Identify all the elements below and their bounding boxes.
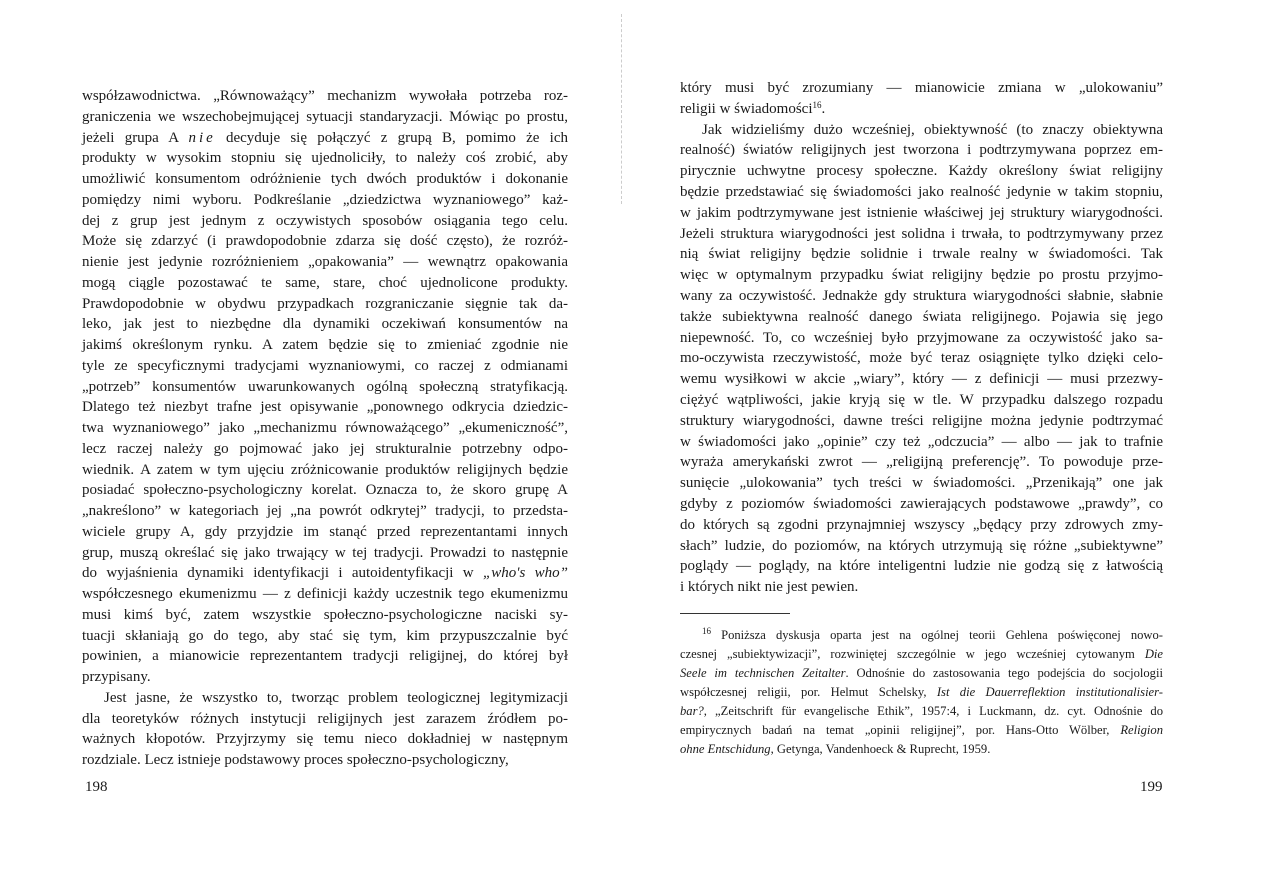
text-line: ważnych kłopotów. Przyjrzymy się temu nieco dokładniej w następnym: [82, 731, 568, 748]
text-line: rozdziale. Lecz istnieje podstawowy proces społeczno-psychologiczny,: [82, 752, 509, 768]
text-line: i których nikt nie jest pewien.: [680, 579, 859, 596]
text-segment: .: [821, 100, 826, 117]
text-line: wiciele grupy A, gdy przyjdzie im stanąć przed reprezentantami innych: [82, 523, 568, 540]
text-segment: Seele im technischen Zeitalter: [680, 666, 846, 680]
footnote: [680, 626, 1163, 759]
text-line: ciężyć wątpliwości, jakie kryją się w tle. W przypadku dalszego rozpadu: [680, 391, 1163, 408]
text-line: współzawodnictwa. „Równoważący” mechanizm wywołała potrzeba roz-: [82, 88, 568, 104]
page-number-left: 198: [85, 779, 108, 795]
text-line: niepewność. To, co wcześniej było przyjmowane za oczywistość jako sa-: [680, 329, 1163, 346]
text-line: musi kimś być, zatem wszystkie społeczno-psychologiczne naciski sy-: [82, 606, 568, 623]
text-segment: empirycznych badań na temat „opinii religijnej”, por. Hans-Otto Wölber,: [680, 723, 1121, 737]
text-line: jakimś określonym rynku. A zatem będzie się to zmieniać zgodnie nie: [82, 337, 568, 353]
text-line: [680, 626, 1163, 645]
text-line: posiadać społeczno-psychologiczny korelat. Oznacza to, że skoro grupę A: [82, 482, 568, 499]
text-line: wany za oczywistość. Jednakże gdy struktura wiarygodności słabnie, słabnie: [680, 287, 1163, 304]
text-line: Jeżeli struktura wiarygodności jest solidna i trwała, to podtrzymywany przez: [680, 225, 1163, 242]
text-line: do których są zgodni przynajmniej wszyscy „będący przy zdrowych zmy-: [680, 516, 1163, 533]
text-line: mogą ciągle pozostawać te same, stare, choć ujednolicone produkty.: [82, 274, 568, 291]
text-segment: Die: [1144, 647, 1163, 661]
text-line: przypisany.: [82, 669, 151, 685]
text-line: „nakreślono” w kategoriach jej „na powrót odkrytej” tradycji, to przedsta-: [82, 503, 568, 519]
text-line: leko, jak jest to niezbędne dla dynamiki oczekiwań konsumentów na: [82, 316, 568, 333]
text-line: tuacji skłaniają go do tego, aby stać się tym, kim przypuszczalnie być: [82, 627, 568, 644]
text-line: nienie jest jedynie rozróżnieniem „opakowania” — wewnątrz opakowania: [82, 254, 568, 270]
text-line: pomiędzy nimi wyboru. Podkreślanie „dziedzictwa wyznaniowego” każ-: [82, 191, 568, 208]
text-line: graniczenia we wszechobejmującej sytuacji standaryzacji. Mówiąc po prostu,: [82, 108, 568, 125]
text-line: grup, muszą określać się jako trwający w tej tradycji. Prowadzi to następnie: [82, 544, 568, 561]
text-segment: nie: [188, 129, 216, 146]
text-segment: do wyjaśnienia dynamiki identyfikacji i autoidentyfikacji w: [82, 565, 483, 582]
text-line: sunięcie „ulokowania” tych treści w świadomości. „Przenikają” one jak: [680, 475, 1163, 492]
text-line: poglądy — poglądy, na które inteligentni ludzie nie godzą się z łatwością: [680, 558, 1163, 575]
text-line: dej z grup jest jednym z oczywistych sposobów osiągania tego celu.: [82, 212, 568, 229]
text-segment: „who's who”: [482, 565, 568, 582]
text-line: [680, 683, 1163, 702]
text-segment: ohne Entschidung: [680, 742, 771, 756]
right-page-body: [680, 78, 1163, 598]
text-line: [82, 563, 568, 584]
text-line: Dlatego też niezbyt trafne jest opisywanie „ponownego odkrycia dziedzic-: [82, 399, 568, 416]
text-line: produkty w wysokim stopniu się ujednoliciły, to należy coś zrobić, aby: [82, 150, 568, 167]
text-line: realność) światów religijnych jest tworzona i podtrzymywana poprzez em-: [680, 142, 1163, 159]
text-line: umożliwić konsumentom odróżnienie tych dwóch produktów i dokonanie: [82, 171, 568, 187]
text-line: słach” ludzie, do poziomów, na których utrzymują się różne „subiektywne”: [680, 537, 1163, 554]
text-line: więc w optymalnym przypadku świat religijny będzie po prostu przyjmo-: [680, 267, 1163, 284]
text-line: który musi być zrozumiany — mianowicie zmiana w „ulokowaniu”: [680, 80, 1163, 96]
text-segment: decyduje się połączyć z grupą B, pomimo że ich: [215, 129, 569, 146]
text-segment: Ist die Dauerreflektion institutionalisier-: [936, 685, 1163, 699]
text-line: [680, 721, 1163, 740]
text-segment: , Getynga, Vandenhoeck & Ruprecht, 1959.: [770, 742, 991, 756]
page-number-right: 199: [1140, 779, 1163, 795]
text-line: [680, 702, 1163, 721]
text-segment: religii w świadomości: [680, 100, 813, 117]
text-line: współczesnego ekumenizmu — z definicji każdy uczestnik tego ekumenizmu: [82, 586, 568, 602]
text-segment: Poniższa dyskusja oparta jest na ogólnej teorii Gehlena poświęconej nowo-: [711, 628, 1163, 642]
text-line: dla teoretyków różnych instytucji religijnych jest zarazem źródłem po-: [82, 710, 568, 727]
footnote-divider: [680, 613, 790, 614]
text-line: tyle ze specyficznymi tradycjami wyznaniowymi, co raczej z odmianami: [82, 357, 568, 374]
book-gutter: [621, 14, 622, 204]
text-line: wemu wysiłkowi w akcie „wiary”, który — z definicji — musi przezwy-: [680, 371, 1163, 388]
text-line: „potrzeb” konsumentów uwarunkowanych ogólną społeczną stratyfikacją.: [82, 378, 568, 395]
text-line: twa wyznaniowego” jako „mechanizmu równoważącego” „ekumeniczność”,: [82, 420, 568, 436]
text-line: w jakim podtrzymywane jest istnienie właściwej jej struktury wiarygodności.: [680, 204, 1163, 221]
text-line: [680, 664, 1163, 683]
text-line: Jak widzieliśmy dużo wcześniej, obiektywność (to znaczy obiektywna: [702, 121, 1163, 138]
text-segment: Religion: [1120, 723, 1163, 737]
text-line: mo-oczywista rzeczywistość, może być teraz osiągnięte tylko dzięki celo-: [680, 350, 1163, 367]
text-segment: bar?: [680, 704, 704, 718]
text-line: w świadomości jako „opinie” czy też „odczucia” — albo — jak to trafnie: [680, 433, 1163, 450]
text-line: będzie przedstawiać się świadomości jako realność jedynie w takim stopniu,: [680, 183, 1163, 200]
text-line: lecz raczej należy go pojmować jako jej strukturalnie potrzebny odpo-: [82, 440, 568, 457]
text-line: Może się zdarzyć (i prawdopodobnie zdarza się dość często), że rozróż-: [82, 233, 568, 250]
text-segment: współczesnej religii, por. Helmut Schelsky,: [680, 685, 937, 699]
text-line: wiednik. A zatem w tym ujęciu zróżnicowanie produktów religijnych będzie: [82, 461, 568, 478]
text-line: Prawdopodobnie w obydwu przypadkach rozgraniczanie sięgnie tak da-: [82, 295, 568, 312]
footnote-reference: 16: [702, 626, 711, 636]
text-line: wyraża amerykański zwrot — „religijną preferencję”. To powoduje prze-: [680, 454, 1163, 471]
text-segment: . Odnośnie do zastosowania tego podejścia do socjologii: [845, 666, 1163, 680]
text-line: [82, 128, 568, 149]
text-line: Jest jasne, że wszystko to, tworząc problem teologicznej legitymizacji: [104, 689, 568, 706]
text-segment: , „Zeitschrift für evangelische Ethik”, 1957:4, i Luckmann, dz. cyt. Odnośnie do: [703, 704, 1163, 718]
text-line: gdyby z poziomów świadomości zawierających podstawowe „prawdy”, co: [680, 495, 1163, 512]
text-segment: jeżeli grupa A: [82, 129, 189, 146]
text-line: [680, 99, 1163, 120]
footnote-reference: 16: [812, 99, 822, 110]
text-line: pirycznie uchwytne procesy społeczne. Każdy określony świat religijny: [680, 163, 1163, 180]
text-line: nią świat religijny będzie solidnie i trwale realny w świadomości. Tak: [680, 246, 1163, 263]
text-line: struktury wiarygodności, dawne treści religijne można jedynie podtrzymać: [680, 412, 1163, 429]
left-page-body: [82, 86, 568, 771]
text-segment: czesnej „subiektywizacji”, rozwiniętej szczególnie w jego wcześniej cytowanym: [680, 647, 1145, 661]
text-line: powinien, a mianowicie reprezentantem tradycji religijnej, do której był: [82, 648, 568, 665]
text-line: [680, 645, 1163, 664]
text-line: [680, 740, 1163, 759]
text-line: także subiektywna realność danego świata religijnego. Pojawia się jego: [680, 308, 1163, 325]
